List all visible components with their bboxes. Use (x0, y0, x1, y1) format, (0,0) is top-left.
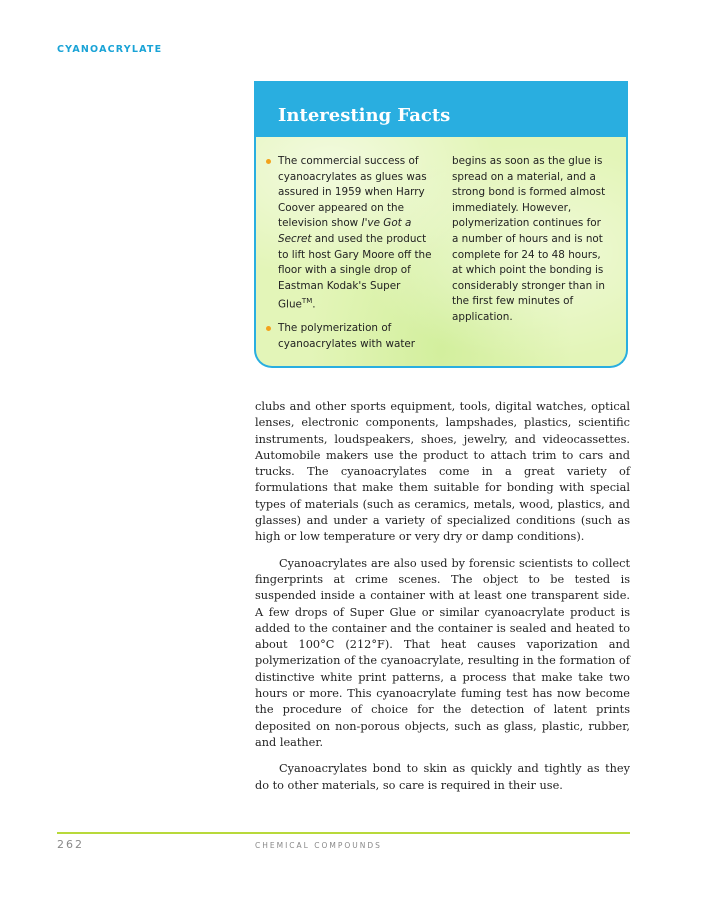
body-paragraph-2: Cyanoacrylates are also used by forensic scientists to collect fingerprints at crime scenes. The object to be tested is suspended inside a container with at least one transparent side. A few drops of Super Glue or similar cyanoacrylate product is added to the container and the container is sealed and heated to about 100°C (212°F). That heat causes vaporization and polymerization of the cyanoacrylate, resulting in the formation of distinctive white print patterns, a process that make take two hours or more. This cyanoacrylate fuming test has now become the procedure of choice for the detection of latent prints deposited on non-porous objects, such as glass, plastic, rubber, and leather. (255, 556, 630, 749)
book-title: CHEMICAL COMPOUNDS (255, 841, 382, 850)
bullet-dot-icon (266, 159, 271, 164)
fact-text-continued: begins as soon as the glue is spread on a material, and a strong bond is formed almost immediately. However, polymerization continues for a number of hours and is not complete for 24 to 48 hours, at which point the bonding is considerably stronger than in the first few minutes of application. (452, 155, 606, 323)
fact-text: and used the product to lift host Gary Moore off the floor with a single drop of Eastman Kodak's Super Glue (278, 232, 432, 311)
facts-box-columns (266, 154, 618, 361)
page-number: 262 (57, 838, 84, 851)
trademark-symbol: TM (301, 297, 313, 306)
body-paragraph-1: clubs and other sports equipment, tools, digital watches, optical lenses, electronic components, lampshades, plastics, scientific instruments, loudspeakers, shoes, jewelry, and videocassettes. Automobile makers use the product to attach trim to cars and trucks. The cyanoacrylates come in a great variety of formulations that make them suitable for bonding with special types of materials (such as ceramics, metals, wood, plastics, and glasses) and under a variety of specialized conditions (such as high or low temperature or very dry or damp conditions). (255, 400, 630, 544)
fact-bullet-1 (266, 154, 434, 313)
running-head: CYANOACRYLATE (57, 44, 163, 55)
fact-text: The polymerization of cyanoacrylates with water (278, 322, 416, 350)
interesting-facts-box (254, 81, 628, 368)
body-text (255, 399, 630, 804)
footer-rule (57, 832, 630, 834)
facts-column-left (266, 154, 434, 361)
tv-show-title: I've Got a Secret (278, 217, 412, 245)
facts-column-right (452, 154, 608, 361)
fact-text-end: . (312, 298, 316, 311)
facts-box-title: Interesting Facts (278, 105, 451, 126)
body-paragraph-3: Cyanoacrylates bond to skin as quickly and tightly as they do to other materials, so care is required in their use. (255, 762, 630, 792)
fact-bullet-2 (266, 321, 434, 352)
bullet-dot-icon (266, 326, 271, 331)
fact-text: The commercial success of cyanoacrylates as glues was assured in 1959 when Harry Coover appeared on the television show (278, 155, 427, 230)
facts-box-header (256, 81, 626, 137)
